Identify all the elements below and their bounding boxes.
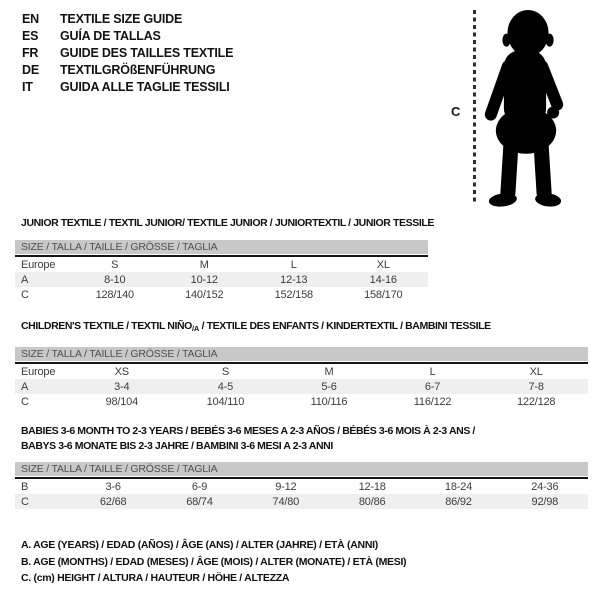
language-row bbox=[22, 27, 233, 44]
row-label: A bbox=[21, 273, 29, 286]
size-cell: 14-16 bbox=[369, 273, 397, 286]
table-row-c bbox=[15, 394, 588, 409]
size-cell: 122/128 bbox=[516, 395, 556, 408]
language-name: GUIDE DES TAILLES TEXTILE bbox=[60, 45, 234, 60]
size-cell: 74/80 bbox=[272, 495, 300, 508]
babies-table bbox=[15, 462, 588, 509]
row-label: C bbox=[21, 495, 29, 508]
size-header-band: SIZE / TALLA / TAILLE / GRÖSSE / TAGLIA bbox=[15, 240, 428, 254]
size-cell: 3-4 bbox=[114, 380, 130, 393]
size-cell: XL bbox=[529, 365, 543, 378]
legend-line-a: A. AGE (YEARS) / EDAD (AÑOS) / ÂGE (ANS) / ALTER (JAHRE) / ETÀ (ANNI) bbox=[21, 539, 378, 551]
junior-table bbox=[15, 240, 428, 302]
language-name: GUIDA ALLE TAGLIE TESSILI bbox=[60, 79, 230, 94]
size-cell: 92/98 bbox=[531, 495, 559, 508]
size-cell: L bbox=[290, 258, 297, 271]
size-cell: 9-12 bbox=[275, 480, 297, 493]
size-cell: S bbox=[111, 258, 119, 271]
measure-label-c: C bbox=[451, 104, 461, 119]
size-cell: 5-6 bbox=[321, 380, 337, 393]
size-cell: 6-9 bbox=[191, 480, 208, 493]
size-cell: 12-13 bbox=[280, 273, 308, 286]
row-label: Europe bbox=[21, 365, 56, 378]
table-row-c bbox=[15, 494, 588, 509]
size-cell: 3-6 bbox=[105, 480, 121, 493]
size-cell: 152/158 bbox=[274, 288, 313, 301]
children-title-prefix: CHILDREN'S TEXTILE / TEXTIL NIÑO bbox=[21, 320, 192, 332]
table-row-c bbox=[15, 287, 428, 302]
language-code: EN bbox=[22, 11, 39, 26]
legend-line-c: C. (cm) HEIGHT / ALTURA / HAUTEUR / HÖHE / ALTEZZA bbox=[21, 572, 290, 584]
size-cell: XS bbox=[114, 365, 129, 378]
table-row-b bbox=[15, 479, 588, 494]
size-cell: 4-5 bbox=[217, 380, 234, 393]
babies-section-title bbox=[21, 424, 475, 454]
size-cell: M bbox=[324, 365, 334, 378]
size-cell: 86/92 bbox=[445, 495, 472, 508]
height-measure-line bbox=[473, 10, 476, 205]
size-cell: XL bbox=[376, 258, 390, 271]
children-table-rows bbox=[15, 364, 588, 409]
size-cell: 10-12 bbox=[190, 273, 218, 286]
row-label: B bbox=[21, 480, 29, 493]
size-cell: 116/122 bbox=[413, 395, 452, 408]
children-table bbox=[15, 347, 588, 409]
size-cell: M bbox=[199, 258, 209, 271]
language-code: FR bbox=[22, 45, 39, 60]
size-cell: L bbox=[429, 365, 436, 378]
language-row bbox=[22, 78, 233, 95]
language-row bbox=[22, 10, 233, 27]
language-code: IT bbox=[22, 79, 33, 94]
table-row-a bbox=[15, 379, 588, 394]
size-cell: 158/170 bbox=[364, 288, 403, 301]
size-cell: 7-8 bbox=[528, 380, 544, 393]
size-cell: 98/104 bbox=[105, 395, 139, 408]
language-name: GUÍA DE TALLAS bbox=[60, 28, 161, 43]
size-header-band: SIZE / TALLA / TAILLE / GRÖSSE / TAGLIA bbox=[15, 347, 588, 361]
size-cell: 8-10 bbox=[104, 273, 126, 286]
measurement-legend bbox=[21, 537, 406, 587]
junior-table-rows bbox=[15, 257, 428, 302]
language-name: TEXTILGRÖßENFÜHRUNG bbox=[60, 62, 216, 77]
size-cell: 104/110 bbox=[206, 395, 245, 408]
language-list bbox=[22, 10, 233, 95]
language-code: ES bbox=[22, 28, 39, 43]
table-row-europe bbox=[15, 364, 588, 379]
size-cell: 24-36 bbox=[531, 480, 559, 493]
legend-line-b: B. AGE (MONTHS) / EDAD (MESES) / ÂGE (MOIS) / ALTER (MONATE) / ETÀ (MESI) bbox=[21, 555, 407, 568]
row-label: C bbox=[21, 288, 29, 301]
size-cell: 68/74 bbox=[186, 495, 213, 508]
row-label: Europe bbox=[21, 258, 56, 271]
row-label: A bbox=[21, 380, 29, 393]
size-cell: 18-24 bbox=[444, 480, 473, 493]
size-cell: 140/152 bbox=[185, 288, 224, 301]
language-name: TEXTILE SIZE GUIDE bbox=[60, 11, 183, 26]
table-row-a bbox=[15, 272, 428, 287]
babies-table-rows bbox=[15, 479, 588, 509]
size-header-band: SIZE / TALLA / TAILLE / GRÖSSE / TAGLIA bbox=[15, 462, 588, 476]
language-row bbox=[22, 61, 233, 78]
row-label: C bbox=[21, 395, 29, 408]
children-title-subscript: /A bbox=[191, 324, 200, 333]
size-cell: 62/68 bbox=[99, 495, 127, 508]
size-cell: 128/140 bbox=[95, 288, 134, 301]
toddler-silhouette-icon bbox=[479, 6, 571, 212]
junior-section-title: JUNIOR TEXTILE / TEXTIL JUNIOR/ TEXTILE JUNIOR / JUNIORTEXTIL / JUNIOR TESSILE bbox=[21, 217, 434, 229]
children-title-suffix: / TEXTILE DES ENFANTS / KINDERTEXTIL / BAMBINI TESSILE bbox=[199, 320, 491, 332]
babies-title-line1: BABIES 3-6 MONTH TO 2-3 YEARS / BEBÉS 3-6 MESES A 2-3 AÑOS / BÉBÉS 3-6 MOIS À 2-3 ANS / bbox=[21, 425, 475, 437]
children-section-title bbox=[21, 319, 491, 336]
size-cell: 12-18 bbox=[358, 480, 386, 493]
size-cell: 80/86 bbox=[358, 495, 386, 508]
babies-title-line2: BABYS 3-6 MONATE BIS 2-3 JAHRE / BAMBINI 3-6 MESI A 2-3 ANNI bbox=[21, 440, 333, 452]
size-cell: 110/116 bbox=[310, 395, 348, 408]
language-code: DE bbox=[22, 62, 39, 77]
table-row-europe bbox=[15, 257, 428, 272]
language-row bbox=[22, 44, 233, 61]
size-cell: 6-7 bbox=[424, 380, 441, 393]
size-cell: S bbox=[221, 365, 229, 378]
